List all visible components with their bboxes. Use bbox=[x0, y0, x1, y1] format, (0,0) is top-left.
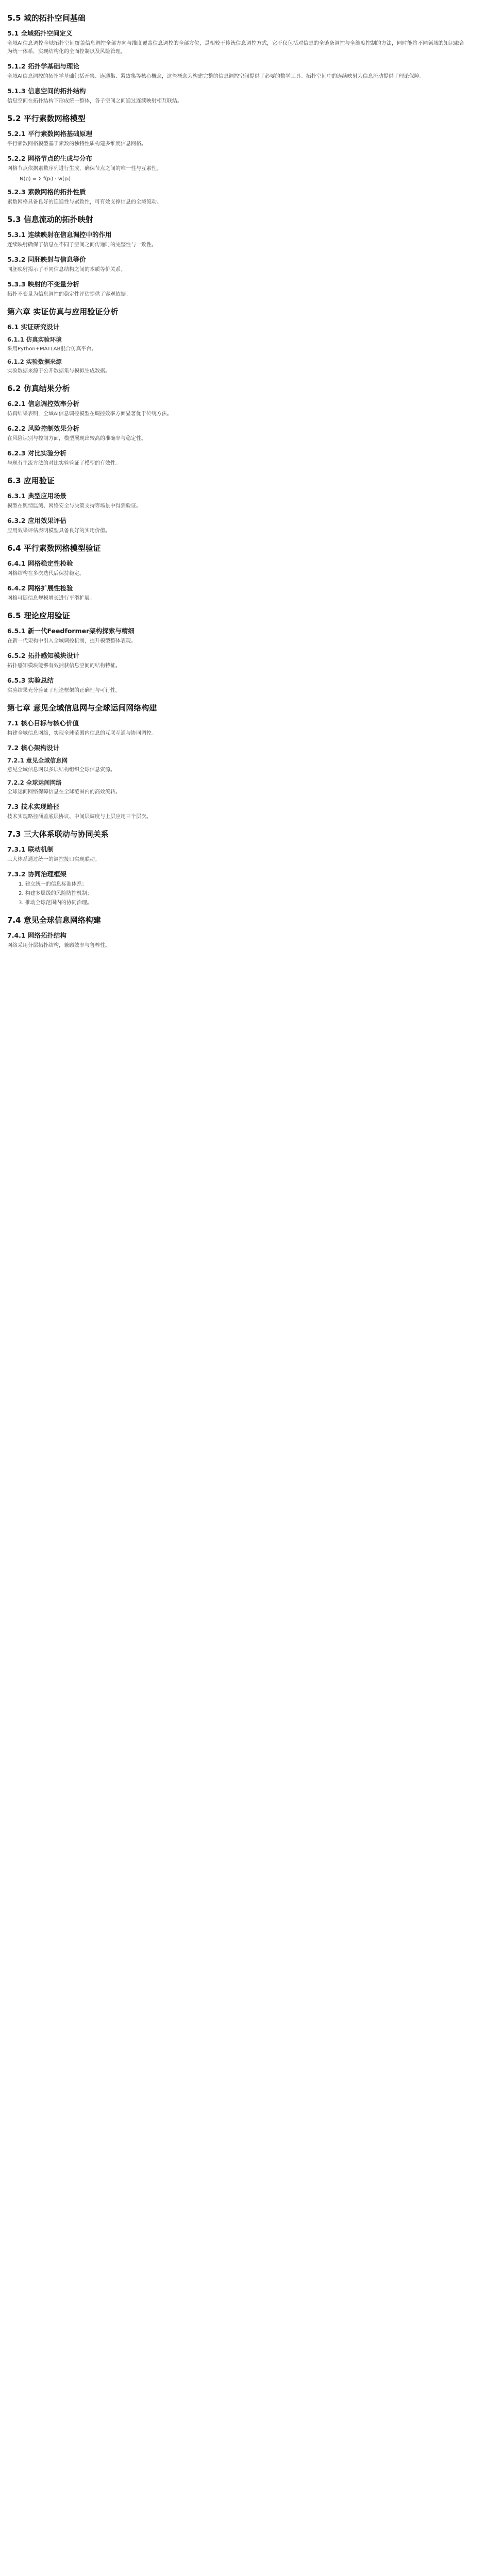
subsection-heading: 6.5.2 拓扑感知模块设计 bbox=[7, 652, 79, 659]
subsection-heading: 5.3.2 同胚映射与信息等价 bbox=[7, 256, 86, 263]
paragraph: 拓扑感知模块能够有效捕获信息空间的结构特征。 bbox=[7, 663, 121, 669]
subsection-heading: 7.4.1 网络拓扑结构 bbox=[7, 931, 66, 939]
subsection-heading: 6.5.1 新一代Feedformer架构探索与精细 bbox=[7, 627, 135, 635]
paragraph: 连续映射确保了信息在不同子空间之间传递时的完整性与一致性。 bbox=[7, 242, 157, 248]
paragraph: 应用效果评估表明模型具备良好的实用价值。 bbox=[7, 528, 110, 534]
paragraph: 意见全域信息网以多层结构组织全球信息资源。 bbox=[7, 767, 115, 773]
section-heading: 第七章 意见全域信息网与全球运间网络构建 bbox=[7, 703, 157, 713]
section-heading: 6.4 平行素数网格模型验证 bbox=[7, 544, 101, 553]
paragraph: 同胚映射揭示了不同信息结构之间的本质等价关系。 bbox=[7, 267, 126, 273]
section-heading: 5.3 信息流动的拓扑映射 bbox=[7, 215, 93, 224]
section-heading: 6.2 仿真结果分析 bbox=[7, 384, 70, 393]
paragraph: 拓扑不变量为信息调控的稳定性评估提供了客观依据。 bbox=[7, 292, 131, 297]
subsection-heading: 6.4.2 网格扩展性检验 bbox=[7, 584, 73, 592]
paragraph: 模型在舆情监测、网络安全与决策支持等场景中得到验证。 bbox=[7, 503, 141, 509]
paragraph: 技术实现路径涵盖底层协议、中间层调度与上层应用三个层次。 bbox=[7, 814, 152, 820]
section-heading: 7.3 三大体系联动与协同关系 bbox=[7, 829, 109, 839]
paragraph: 网格节点依据素数序列进行生成，确保节点之间的唯一性与互素性。 bbox=[7, 166, 162, 172]
paragraph: 全域AI信息调控的拓扑学基础包括开集、连通集、紧致集等核心概念，这些概念为构建完整的信息调控空间提供了必要的数学工具。拓扑空间中的连续映射为信息流动提供了理论保障。 bbox=[7, 74, 425, 79]
section-heading: 5.2 平行素数网格模型 bbox=[7, 114, 86, 123]
section-heading: 5.5 域的拓扑空间基础 bbox=[7, 13, 86, 23]
formula: N(p) = Σ f(pᵢ) · w(pᵢ) bbox=[20, 176, 71, 182]
list-item: 2. 构建多层级的风险防控机制； bbox=[19, 891, 92, 896]
paragraph: 全球运间网络保障信息在全球范围内的高效流转。 bbox=[7, 789, 121, 795]
paragraph: 网格结构在多次迭代后保持稳定。 bbox=[7, 571, 85, 577]
paragraph: 素数网格具备良好的连通性与紧致性，可有效支撑信息的全域流动。 bbox=[7, 199, 162, 205]
subsection-heading: 6.2.2 风险控制效果分析 bbox=[7, 425, 79, 432]
list-item: 3. 推动全球范围内的协同治理。 bbox=[19, 900, 92, 906]
section-heading: 6.5 理论应用验证 bbox=[7, 611, 70, 620]
subsubsection-heading: 6.1.2 实验数据来源 bbox=[7, 358, 62, 365]
subsubsection-heading: 6.1.1 仿真实验环境 bbox=[7, 336, 62, 343]
subsection-heading: 7.3.1 联动机制 bbox=[7, 845, 54, 853]
paragraph: 实验数据来源于公开数据集与模拟生成数据。 bbox=[7, 368, 110, 374]
subsection-heading: 5.2.2 网格节点的生成与分布 bbox=[7, 155, 92, 162]
paragraph: 平行素数网格模型基于素数的独特性质构建多维度信息网格。 bbox=[7, 141, 146, 147]
subsection-heading: 6.3.1 典型应用场景 bbox=[7, 492, 66, 500]
subsection-heading: 6.4.1 网格稳定性检验 bbox=[7, 560, 73, 567]
paragraph: 三大体系通过统一的调控接口实现联动。 bbox=[7, 857, 100, 862]
paragraph: 在风险识别与控制方面，模型展现出较高的准确率与稳定性。 bbox=[7, 436, 146, 442]
section-heading: 6.3 应用验证 bbox=[7, 476, 55, 485]
subsubsection-heading: 7.2.1 意见全域信息网 bbox=[7, 757, 68, 764]
subsection-heading: 6.1 实证研究设计 bbox=[7, 323, 60, 331]
paragraph: 在新一代架构中引入全域调控机制，提升模型整体表现。 bbox=[7, 638, 136, 644]
subsubsection-heading: 7.2.2 全球运间网络 bbox=[7, 779, 62, 786]
paragraph: 信息空间在拓扑结构下形成统一整体，各子空间之间通过连续映射相互联结。 bbox=[7, 98, 182, 104]
subsection-heading: 5.1.3 信息空间的拓扑结构 bbox=[7, 87, 86, 95]
subsection-heading: 5.3.3 映射的不变量分析 bbox=[7, 280, 79, 288]
document-page bbox=[0, 0, 472, 950]
subsection-heading: 5.2.1 平行素数网格基础原理 bbox=[7, 130, 92, 138]
subsection-heading: 5.1 全域拓扑空间定义 bbox=[7, 29, 73, 37]
subsection-heading: 7.2 核心架构设计 bbox=[7, 744, 60, 752]
paragraph: 仿真结果表明，全域AI信息调控模型在调控效率方面显著优于传统方法。 bbox=[7, 411, 172, 417]
section-heading: 7.4 意见全球信息网络构建 bbox=[7, 916, 101, 925]
paragraph: 采用Python+MATLAB混合仿真平台。 bbox=[7, 346, 97, 352]
subsection-heading: 5.1.2 拓扑学基础与理论 bbox=[7, 62, 79, 70]
subsection-heading: 6.2.1 信息调控效率分析 bbox=[7, 400, 79, 408]
subsection-heading: 6.5.3 实验总结 bbox=[7, 676, 54, 684]
paragraph: 实验结果充分验证了理论框架的正确性与可行性。 bbox=[7, 688, 121, 693]
subsection-heading: 6.3.2 应用效果评估 bbox=[7, 517, 66, 524]
subsection-heading: 6.2.3 对比实验分析 bbox=[7, 449, 66, 457]
subsection-heading: 5.3.1 连续映射在信息调控中的作用 bbox=[7, 231, 112, 239]
paragraph: 网络采用分层拓扑结构，兼顾效率与鲁棒性。 bbox=[7, 943, 110, 948]
paragraph: 网格可随信息规模增长进行平滑扩展。 bbox=[7, 596, 95, 601]
subsection-heading: 7.1 核心目标与核心价值 bbox=[7, 719, 79, 727]
paragraph: 全域AI信息调控全域拓扑空间覆盖信息调控全部方向与维度覆盖信息调控的全部方位，是相较于传统信息调控方式，它不仅包括对信息的全链条调控与全维度控制的方法，同时能将不同领域的知识融合为统一体系，实现结构化的全面控制以及风险管理。 bbox=[7, 41, 464, 55]
paragraph: 与现有主流方法的对比实验验证了模型的有效性。 bbox=[7, 461, 121, 466]
paragraph: 构建全域信息网络，实现全球范围内信息的互联互通与协同调控。 bbox=[7, 731, 157, 736]
subsection-heading: 7.3.2 协同治理框架 bbox=[7, 870, 66, 878]
list-item: 1. 建立统一的信息标准体系； bbox=[19, 882, 87, 887]
subsection-heading: 7.3 技术实现路径 bbox=[7, 803, 60, 810]
section-heading: 第六章 实证仿真与应用验证分析 bbox=[7, 307, 119, 316]
subsection-heading: 5.2.3 素数网格的拓扑性质 bbox=[7, 188, 86, 196]
